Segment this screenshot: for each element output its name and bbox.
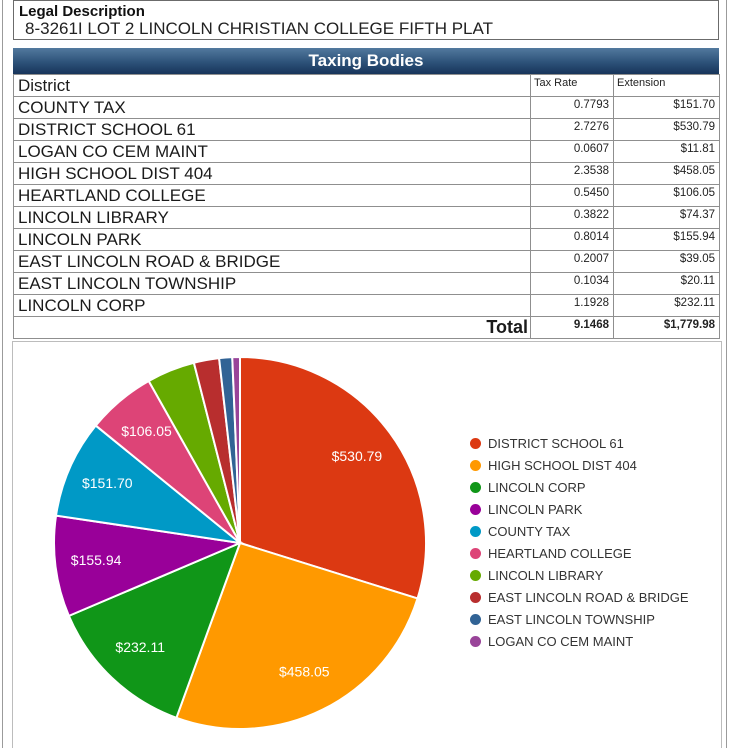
tax-rate-cell: 0.0607 xyxy=(531,141,614,163)
table-header-row xyxy=(14,75,720,97)
legend-item xyxy=(470,476,689,498)
tax-rate-cell: 0.5450 xyxy=(531,185,614,207)
pie-slice-label: $106.05 xyxy=(121,422,172,439)
tax-rate-cell: 2.3538 xyxy=(531,163,614,185)
tax-rate-cell: 0.7793 xyxy=(531,97,614,119)
tax-rate-cell: 0.1034 xyxy=(531,273,614,295)
legend-item-label: LOGAN CO CEM MAINT xyxy=(488,633,634,649)
legend-item-label: LINCOLN LIBRARY xyxy=(488,567,604,583)
extension-cell: $74.37 xyxy=(614,207,720,229)
taxing-bodies-rows xyxy=(14,97,720,317)
column-header-district: District xyxy=(14,75,531,97)
legend-item xyxy=(470,432,689,454)
pie-slice-label: $155.94 xyxy=(70,552,122,569)
legal-description-box xyxy=(13,0,719,40)
legend-color-dot xyxy=(470,482,481,493)
legend-color-dot xyxy=(470,504,481,515)
table-row xyxy=(14,295,720,317)
legend-item-label: LINCOLN CORP xyxy=(488,479,586,495)
total-tax-rate: 9.1468 xyxy=(531,317,614,339)
tax-rate-cell: 1.1928 xyxy=(531,295,614,317)
chart-legend xyxy=(470,432,689,652)
legend-item xyxy=(470,520,689,542)
pie-slice-label: $151.70 xyxy=(81,475,133,492)
extension-cell: $530.79 xyxy=(614,119,720,141)
pie-chart-box xyxy=(12,341,722,748)
district-cell: HEARTLAND COLLEGE xyxy=(14,185,531,207)
legend-color-dot xyxy=(470,614,481,625)
total-extension: $1,779.98 xyxy=(614,317,720,339)
extension-cell: $155.94 xyxy=(614,229,720,251)
legend-color-dot xyxy=(470,526,481,537)
pie-slice-label: $232.11 xyxy=(115,639,165,656)
column-header-tax-rate: Tax Rate xyxy=(531,75,614,97)
legend-item xyxy=(470,564,689,586)
table-row xyxy=(14,229,720,251)
legend-color-dot xyxy=(470,636,481,647)
extension-cell: $151.70 xyxy=(614,97,720,119)
tax-rate-cell: 0.8014 xyxy=(531,229,614,251)
table-row xyxy=(14,163,720,185)
district-cell: LINCOLN PARK xyxy=(14,229,531,251)
legend-item xyxy=(470,586,689,608)
legend-color-dot xyxy=(470,460,481,471)
taxing-bodies-header: Taxing Bodies xyxy=(13,48,719,74)
extension-cell: $11.81 xyxy=(614,141,720,163)
legend-item xyxy=(470,542,689,564)
district-cell: COUNTY TAX xyxy=(14,97,531,119)
legend-item xyxy=(470,608,689,630)
total-label: Total xyxy=(14,317,531,339)
district-cell: HIGH SCHOOL DIST 404 xyxy=(14,163,531,185)
legend-item-label: COUNTY TAX xyxy=(488,523,571,539)
page-left-border xyxy=(2,0,3,748)
district-cell: LINCOLN LIBRARY xyxy=(14,207,531,229)
extension-cell: $458.05 xyxy=(614,163,720,185)
table-row xyxy=(14,97,720,119)
extension-cell: $232.11 xyxy=(614,295,720,317)
legend-item-label: HEARTLAND COLLEGE xyxy=(488,545,632,561)
tax-rate-cell: 0.3822 xyxy=(531,207,614,229)
legend-item-label: HIGH SCHOOL DIST 404 xyxy=(488,457,637,473)
district-cell: EAST LINCOLN ROAD & BRIDGE xyxy=(14,251,531,273)
table-row xyxy=(14,119,720,141)
table-row xyxy=(14,141,720,163)
table-row xyxy=(14,207,720,229)
district-cell: DISTRICT SCHOOL 61 xyxy=(14,119,531,141)
legend-item-label: EAST LINCOLN TOWNSHIP xyxy=(488,611,655,627)
table-row xyxy=(14,273,720,295)
extension-cell: $106.05 xyxy=(614,185,720,207)
table-row xyxy=(14,185,720,207)
legend-item xyxy=(470,630,689,652)
column-header-extension: Extension xyxy=(614,75,720,97)
taxing-bodies-table xyxy=(13,74,720,339)
legend-item xyxy=(470,454,689,476)
legend-color-dot xyxy=(470,592,481,603)
legend-color-dot xyxy=(470,570,481,581)
legend-item-label: LINCOLN PARK xyxy=(488,501,583,517)
district-cell: LOGAN CO CEM MAINT xyxy=(14,141,531,163)
legal-description-value: 8-3261I LOT 2 LINCOLN CHRISTIAN COLLEGE FIFTH PLAT xyxy=(25,19,493,38)
extension-cell: $39.05 xyxy=(614,251,720,273)
district-cell: LINCOLN CORP xyxy=(14,295,531,317)
legend-item xyxy=(470,498,689,520)
pie-slice-label: $458.05 xyxy=(278,663,330,680)
total-row xyxy=(14,317,720,339)
tax-rate-cell: 0.2007 xyxy=(531,251,614,273)
district-cell: EAST LINCOLN TOWNSHIP xyxy=(14,273,531,295)
legend-item-label: DISTRICT SCHOOL 61 xyxy=(488,435,624,451)
tax-rate-cell: 2.7276 xyxy=(531,119,614,141)
pie-slice-label: $530.79 xyxy=(331,447,383,464)
page-right-border xyxy=(726,0,727,748)
legend-item-label: EAST LINCOLN ROAD & BRIDGE xyxy=(488,589,689,605)
extension-cell: $20.11 xyxy=(614,273,720,295)
legend-color-dot xyxy=(470,438,481,449)
legal-description-title: Legal Description xyxy=(19,3,145,20)
table-row xyxy=(14,251,720,273)
legend-color-dot xyxy=(470,548,481,559)
